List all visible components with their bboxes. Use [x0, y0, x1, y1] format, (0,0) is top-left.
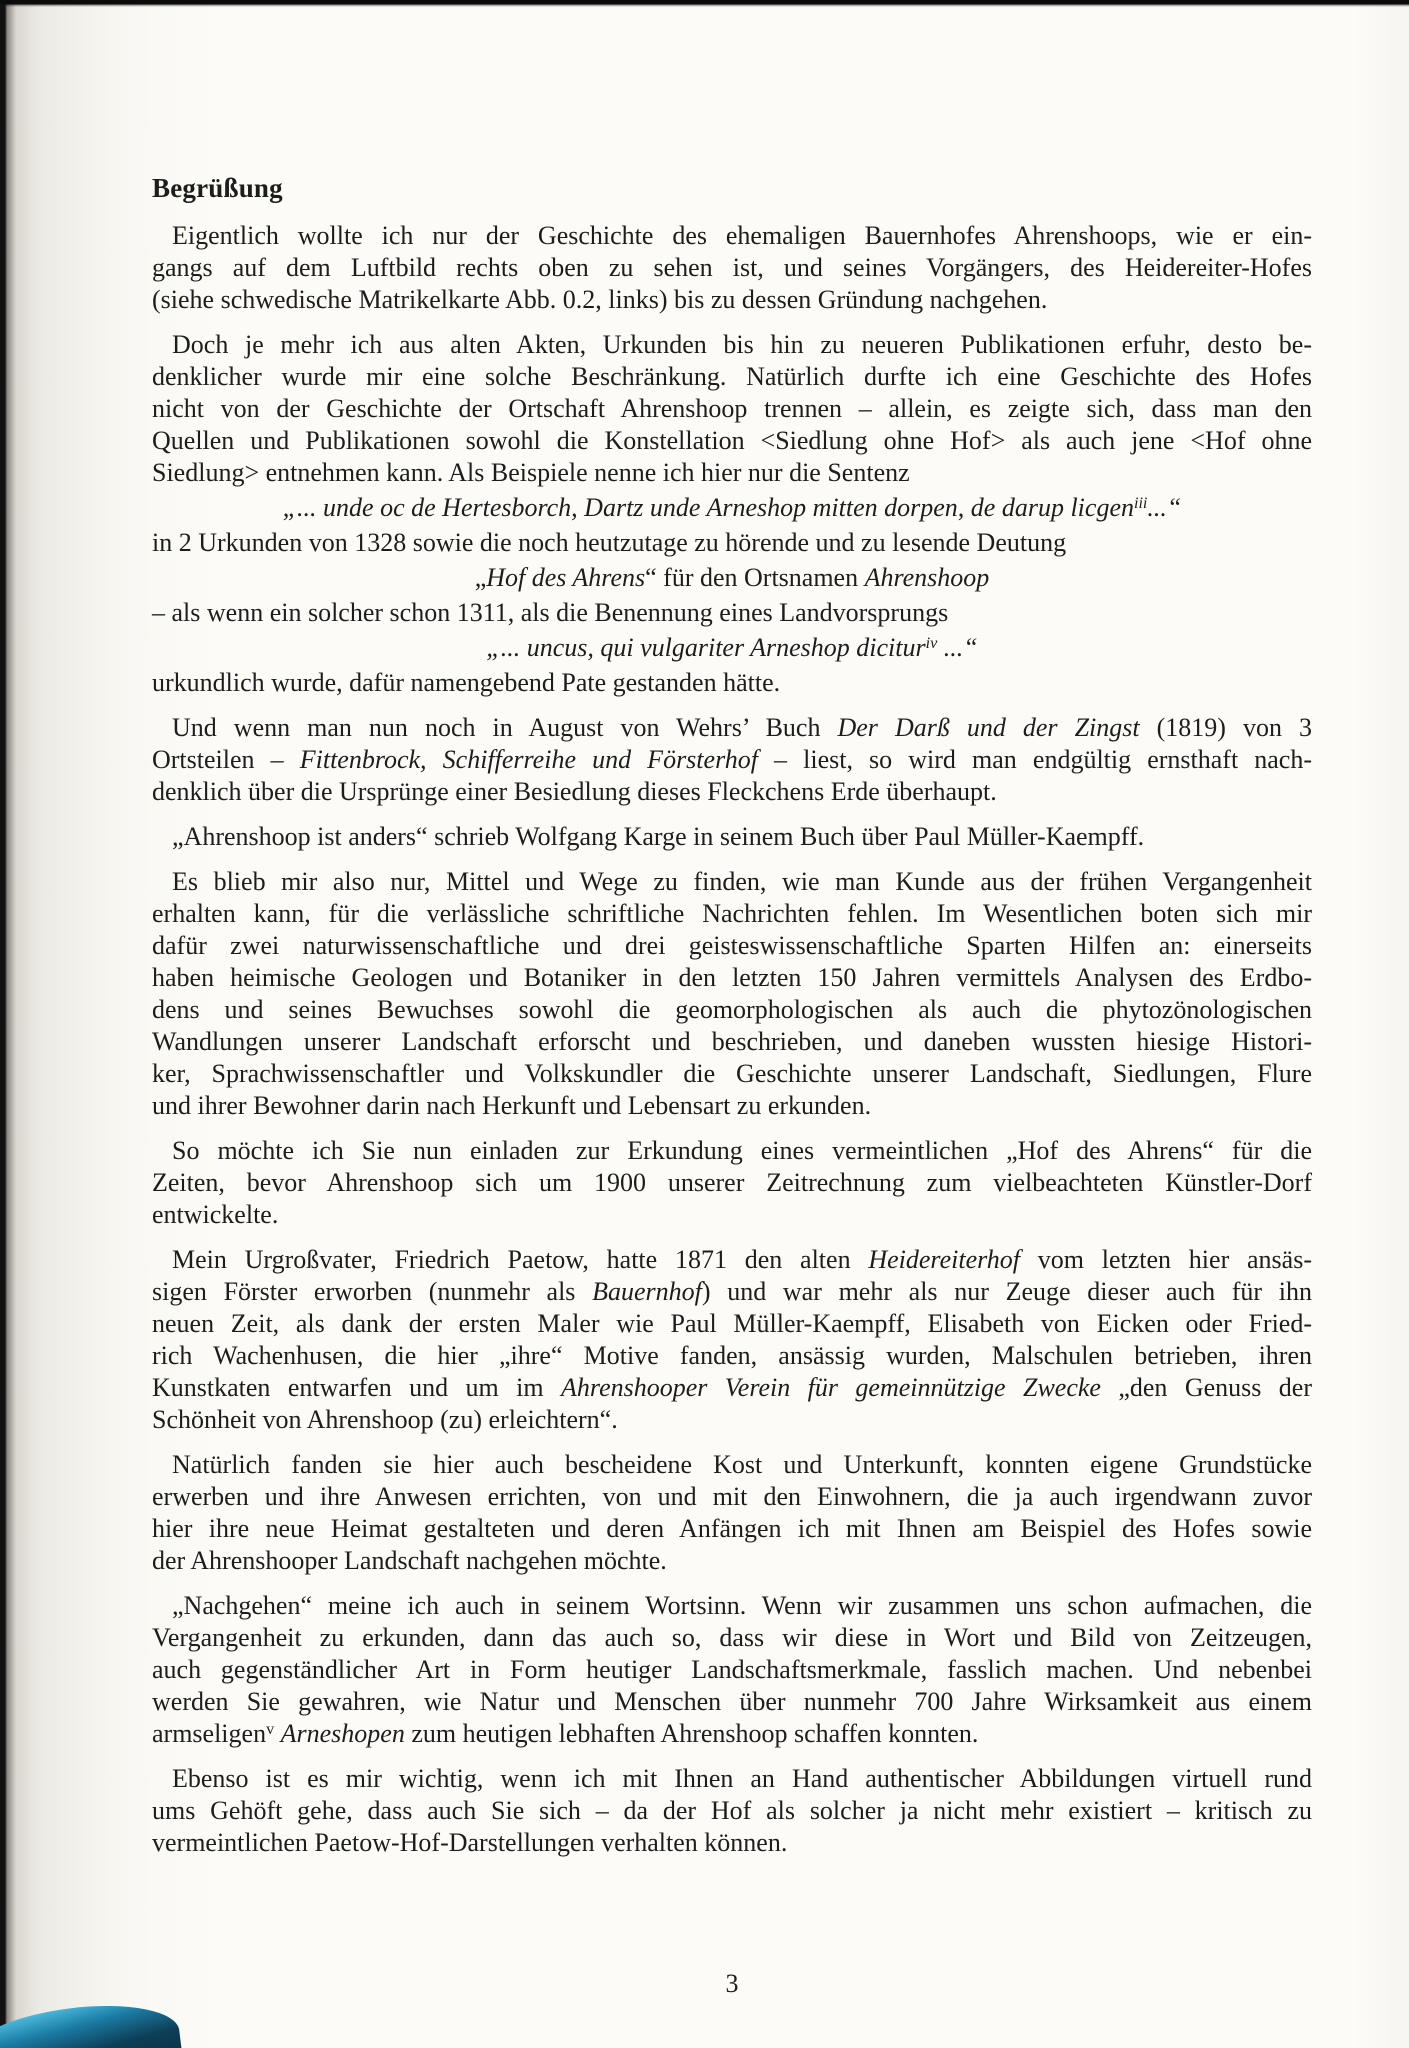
text-line — [152, 1718, 1312, 1750]
quote-sentenz — [152, 492, 1312, 524]
text-segment: Fittenbrock, Schifferreihe und Försterhof — [299, 745, 758, 774]
text-line — [152, 1135, 1312, 1167]
paragraph-8 — [152, 1449, 1312, 1577]
text-segment: denklicher wurde mir eine solche Beschränkung. Natürlich durfte ich eine Geschichte des Hofes — [152, 362, 1312, 391]
text-segment: „... unde oc de Hertesborch, Dartz unde Arneshop mitten dorpen, de darup licgen — [282, 493, 1134, 522]
text-segment: armseligen — [152, 1719, 267, 1748]
text-segment: Es blieb mir also nur, Mittel und Wege zu finden, wie man Kunde aus der frühen Vergangenheit — [172, 867, 1312, 896]
line-urkundlich — [152, 667, 1312, 699]
text-segment: (siehe schwedische Matrikelkarte Abb. 0.2, links) bis zu dessen Gründung nachgehen. — [152, 285, 1048, 314]
text-segment: entwickelte. — [152, 1200, 279, 1229]
text-segment: „den Genuss der — [1100, 1373, 1312, 1402]
text-line — [152, 492, 1312, 524]
text-segment: Ahrenshoop — [864, 563, 990, 592]
paragraph-7 — [152, 1244, 1312, 1436]
text-line — [152, 1199, 1312, 1231]
text-segment: Ahrenshooper Verein für gemeinnützige Zwecke — [561, 1373, 1101, 1402]
text-segment: (1819) von 3 — [1139, 713, 1313, 742]
text-line — [152, 562, 1312, 594]
text-line — [152, 329, 1312, 361]
text-segment: Eigentlich wollte ich nur der Geschichte des ehemaligen Bauernhofes Ahrenshoops, wie er ein- — [172, 221, 1312, 250]
text-segment: auch gegenständlicher Art in Form heutiger Landschaftsmerkmale, fasslich machen. Und nebenbei — [152, 1655, 1312, 1684]
text-segment: Heidereiterhof — [868, 1245, 1020, 1274]
text-segment: ) und war mehr als nur Zeuge dieser auch für ihn — [701, 1277, 1312, 1306]
text-line — [152, 1449, 1312, 1481]
footnote-marker: iv — [925, 635, 938, 653]
text-line — [152, 1090, 1312, 1122]
text-line — [152, 776, 1312, 808]
text-segment: Zeiten, bevor Ahrenshoop sich um 1900 unserer Zeitrechnung zum vielbeachteten Künstler-Dorf — [152, 1168, 1312, 1197]
text-segment: Schönheit von Ahrenshoop (zu) erleichtern“. — [152, 1405, 618, 1434]
text-line — [152, 962, 1312, 994]
text-segment: nicht von der Geschichte der Ortschaft Ahrenshoop trennen – allein, es zeigte sich, dass man den — [152, 394, 1312, 423]
footnote-marker: v — [266, 1721, 275, 1739]
paragraph-6 — [152, 1135, 1312, 1231]
text-line — [152, 1795, 1312, 1827]
text-line — [152, 361, 1312, 393]
text-segment: So möchte ich Sie nun einladen zur Erkundung eines vermeintlichen „Hof des Ahrens“ für die — [172, 1136, 1312, 1165]
text-segment: denklich über die Ursprünge einer Besiedlung dieses Fleckchens Erde überhaupt. — [152, 777, 997, 806]
text-segment: erhalten kann, für die verlässliche schriftliche Nachrichten fehlen. Im Wesentlichen boten sich mir — [152, 899, 1312, 928]
text-segment: ker, Sprachwissenschaftler und Volkskundler die Geschichte unserer Landschaft, Siedlungen, Flure — [152, 1059, 1312, 1088]
text-segment: Und wenn man nun noch in August von Wehrs’ Buch — [172, 713, 838, 742]
text-segment: rich Wachenhusen, die hier „ihre“ Motive fanden, ansässig wurden, Malschulen betrieben, ihren — [152, 1341, 1312, 1370]
text-segment: Wandlungen unserer Landschaft erforscht und beschrieben, und daneben wussten hiesige Histori- — [152, 1027, 1312, 1056]
text-segment: haben heimische Geologen und Botaniker in den letzten 150 Jahren vermittels Analysen des Erdbo- — [152, 963, 1312, 992]
text-line — [152, 1340, 1312, 1372]
heading — [152, 172, 1312, 204]
text-segment: Mein Urgroßvater, Friedrich Paetow, hatte 1871 den alten — [172, 1245, 869, 1274]
text-segment: ...“ — [937, 633, 978, 662]
paragraph-3 — [152, 712, 1312, 808]
text-segment: neuen Zeit, als dank der ersten Maler wie Paul Müller-Kaempff, Elisabeth von Eicken oder Fried- — [152, 1309, 1312, 1338]
text-line — [152, 1372, 1312, 1404]
text-line — [152, 1244, 1312, 1276]
text-line — [152, 821, 1312, 853]
text-segment: zum heutigen lebhaften Ahrenshoop schaffen konnten. — [404, 1719, 979, 1748]
text-line — [152, 393, 1312, 425]
text-segment: Bauernhof — [592, 1277, 702, 1306]
text-segment: Ebenso ist es mir wichtig, wenn ich mit Ihnen an Hand authentischer Abbildungen virtuell rund — [172, 1764, 1312, 1793]
text-line — [152, 632, 1312, 664]
text-column — [152, 0, 1312, 1859]
text-line — [152, 1308, 1312, 1340]
text-line — [152, 1276, 1312, 1308]
text-line — [152, 1167, 1312, 1199]
text-line — [152, 930, 1312, 962]
text-segment: gangs auf dem Luftbild rechts oben zu sehen ist, und seines Vorgängers, des Heidereiter-Hofes — [152, 253, 1312, 282]
text-line — [152, 898, 1312, 930]
text-segment: Kunstkaten entwarfen und um im — [152, 1373, 562, 1402]
text-segment: Begrüßung — [152, 173, 283, 203]
text-segment: vermeintlichen Paetow-Hof-Darstellungen verhalten können. — [152, 1828, 788, 1857]
paragraph-9 — [152, 1590, 1312, 1750]
paragraph-2 — [152, 329, 1312, 489]
text-line — [152, 1827, 1312, 1859]
text-segment: Vergangenheit zu erkunden, dann das auch so, dass wir diese in Wort und Bild von Zeitzeugen, — [152, 1623, 1312, 1652]
paragraph-5 — [152, 866, 1312, 1122]
paragraph-4 — [152, 821, 1312, 853]
text-segment: ...“ — [1147, 493, 1182, 522]
line-als-wenn — [152, 597, 1312, 629]
quote-hof-des-ahrens — [152, 562, 1312, 594]
text-line — [152, 1590, 1312, 1622]
text-segment: in 2 Urkunden von 1328 sowie die noch heutzutage zu hörende und zu lesende Deutung — [152, 528, 1067, 557]
text-segment: Der Darß und der Zingst — [837, 713, 1140, 742]
text-segment: erwerben und ihre Anwesen errichten, von und mit den Einwohnern, die ja auch irgendwann zuvor — [152, 1482, 1312, 1511]
text-segment: und ihrer Bewohner darin nach Herkunft und Lebensart zu erkunden. — [152, 1091, 872, 1120]
text-segment: ums Gehöft gehe, dass auch Sie sich – da der Hof als solcher ja nicht mehr existiert – kritisch zu — [152, 1796, 1312, 1825]
text-line — [152, 1686, 1312, 1718]
text-line — [152, 1622, 1312, 1654]
text-line — [152, 1513, 1312, 1545]
text-line — [152, 866, 1312, 898]
text-line — [152, 712, 1312, 744]
text-segment: Arneshopen — [280, 1719, 405, 1748]
text-line — [152, 994, 1312, 1026]
text-segment: Doch je mehr ich aus alten Akten, Urkunden bis hin zu neueren Publikationen erfuhr, desto be- — [172, 330, 1312, 359]
text-segment: Siedlung> entnehmen kann. Als Beispiele nenne ich hier nur die Sentenz — [152, 458, 910, 487]
text-segment: hier ihre neue Heimat gestalteten und deren Anfängen ich mit Ihnen am Beispiel des Hofes sowie — [152, 1514, 1312, 1543]
text-segment: – liest, so wird man endgültig ernsthaft nach- — [757, 745, 1313, 774]
text-segment: „Ahrenshoop ist anders“ schrieb Wolfgang Karge in seinem Buch über Paul Müller-Kaempff. — [172, 822, 1145, 851]
text-line — [152, 1404, 1312, 1436]
text-line — [152, 1058, 1312, 1090]
footnote-marker: iii — [1133, 495, 1148, 513]
text-line — [152, 1763, 1312, 1795]
text-line — [152, 220, 1312, 252]
text-line — [152, 667, 1312, 699]
text-segment: – als wenn ein solcher schon 1311, als die Benennung eines Landvorsprungs — [152, 598, 949, 627]
text-line — [152, 252, 1312, 284]
text-segment: sigen Förster erworben (nunmehr als — [152, 1277, 593, 1306]
text-segment: Hof des Ahrens — [486, 563, 646, 592]
text-line — [152, 527, 1312, 559]
quote-uncus — [152, 632, 1312, 664]
text-segment: „ — [474, 563, 487, 592]
text-line — [152, 457, 1312, 489]
text-line — [152, 597, 1312, 629]
text-line — [152, 1545, 1312, 1577]
page-number: 3 — [725, 1969, 739, 1998]
text-line — [152, 1026, 1312, 1058]
text-segment: “ für den Ortsnamen — [645, 563, 865, 592]
text-line — [152, 425, 1312, 457]
text-line — [152, 284, 1312, 316]
paragraph-1 — [152, 220, 1312, 316]
line-urkunden — [152, 527, 1312, 559]
text-segment: Ortsteilen – — [152, 745, 300, 774]
text-segment: urkundlich wurde, dafür namengebend Pate gestanden hätte. — [152, 668, 781, 697]
text-segment: dens und seines Bewuchses sowohl die geomorphologischen als auch die phytozönologischen — [152, 995, 1312, 1024]
text-line — [152, 744, 1312, 776]
text-segment: Quellen und Publikationen sowohl die Konstellation <Siedlung ohne Hof> als auch jene <Hof ohne — [152, 426, 1312, 455]
paragraph-10 — [152, 1763, 1312, 1859]
text-line — [152, 1481, 1312, 1513]
text-line — [152, 1654, 1312, 1686]
text-segment: der Ahrenshooper Landschaft nachgehen möchte. — [152, 1546, 667, 1575]
text-line — [152, 172, 1312, 204]
text-segment: vom letzten hier ansäs- — [1019, 1245, 1312, 1274]
text-segment: dafür zwei naturwissenschaftliche und drei geisteswissenschaftliche Sparten Hilfen an: einerseits — [152, 931, 1312, 960]
text-segment: werden Sie gewahren, wie Natur und Menschen über nunmehr 700 Jahre Wirksamkeit aus einem — [152, 1687, 1312, 1716]
text-segment: Natürlich fanden sie hier auch bescheidene Kost und Unterkunft, konnten eigene Grundstücke — [172, 1450, 1312, 1479]
book-cover-corner — [0, 1995, 183, 2048]
text-segment: „... uncus, qui vulgariter Arneshop dicitur — [486, 633, 926, 662]
text-segment: „Nachgehen“ meine ich auch in seinem Wortsinn. Wenn wir zusammen uns schon aufmachen, die — [172, 1591, 1312, 1620]
